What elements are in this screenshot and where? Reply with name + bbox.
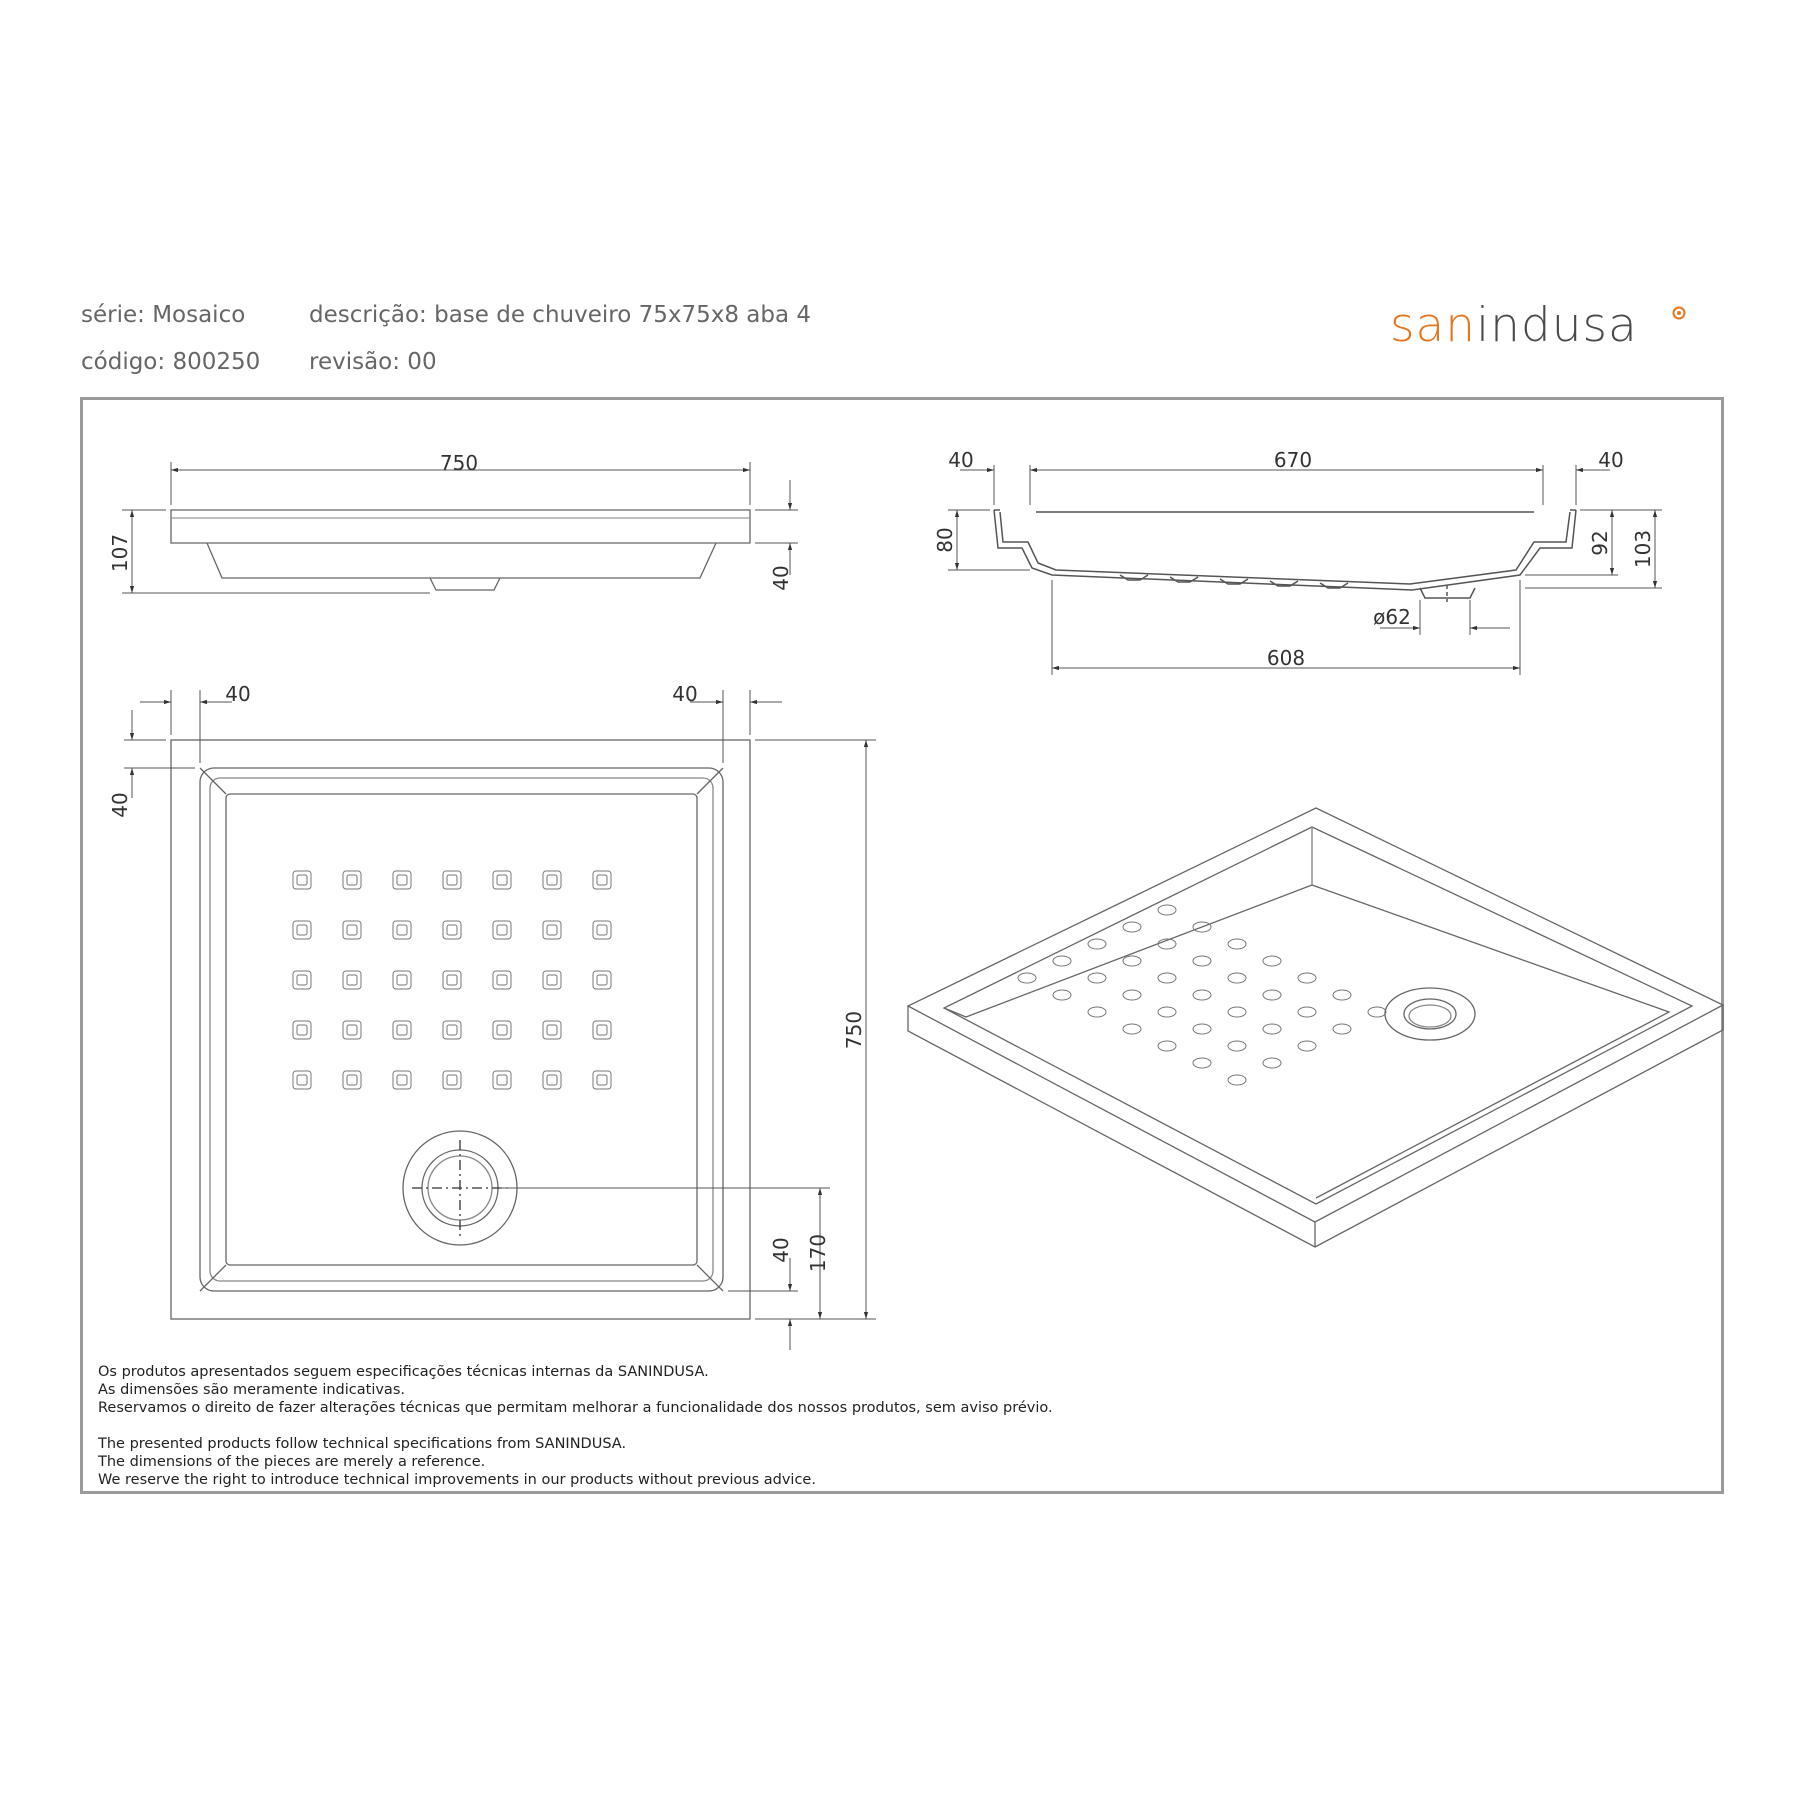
iso-anti-slip-pad xyxy=(1263,1024,1281,1034)
anti-slip-pad xyxy=(393,971,411,989)
anti-slip-pad xyxy=(343,1071,361,1089)
dim-plan-top: 40 xyxy=(108,792,132,818)
iso-anti-slip-pad xyxy=(1228,1041,1246,1051)
dim-section-drain: ø62 xyxy=(1373,605,1411,629)
anti-slip-pad xyxy=(543,921,561,939)
anti-slip-pad-inner xyxy=(297,875,307,885)
anti-slip-pad-inner xyxy=(497,1075,507,1085)
dim-section-mid: 670 xyxy=(1273,448,1313,472)
anti-slip-pad xyxy=(593,1021,611,1039)
isometric-drain xyxy=(1385,988,1475,1040)
iso-anti-slip-pad xyxy=(1193,956,1211,966)
dim-plan-height: 750 xyxy=(842,1010,866,1050)
plan-drain xyxy=(403,1131,517,1245)
anti-slip-pad-inner xyxy=(447,875,457,885)
logo-part-san: san xyxy=(1390,298,1477,353)
anti-slip-pad-inner xyxy=(447,925,457,935)
iso-anti-slip-pad xyxy=(1263,1058,1281,1068)
note-pt-2: As dimensões são meramente indicativas. xyxy=(98,1382,405,1398)
iso-anti-slip-pad xyxy=(1158,1007,1176,1017)
iso-anti-slip-pad xyxy=(1333,1024,1351,1034)
plan-anti-slip-grid xyxy=(293,871,611,1089)
note-pt-3: Reservamos o direito de fazer alterações técnicas que permitam melhorar a funcionalidade dos nossos produtos, sem aviso prévio. xyxy=(98,1400,1053,1416)
descricao-label: descrição: base de chuveiro 75x75x8 aba 4 xyxy=(309,302,812,328)
iso-anti-slip-pad xyxy=(1088,1007,1106,1017)
anti-slip-pad xyxy=(343,921,361,939)
anti-slip-pad xyxy=(393,921,411,939)
dim-plan-right: 40 xyxy=(672,682,698,706)
isometric-anti-slip-grid xyxy=(1018,905,1386,1085)
iso-anti-slip-pad xyxy=(1228,1075,1246,1085)
anti-slip-pad-inner xyxy=(297,925,307,935)
dim-section-right: 40 xyxy=(1598,448,1624,472)
anti-slip-pad-inner xyxy=(347,975,357,985)
iso-anti-slip-pad xyxy=(1228,1007,1246,1017)
anti-slip-pad-inner xyxy=(547,975,557,985)
anti-slip-pad-inner xyxy=(497,975,507,985)
anti-slip-pad-inner xyxy=(397,975,407,985)
anti-slip-pad xyxy=(593,871,611,889)
iso-anti-slip-pad xyxy=(1263,956,1281,966)
isometric-view xyxy=(908,808,1723,1247)
anti-slip-pad xyxy=(443,1071,461,1089)
iso-anti-slip-pad xyxy=(1053,990,1071,1000)
anti-slip-pad-inner xyxy=(347,875,357,885)
dim-side-depth: 40 xyxy=(769,565,793,591)
codigo-label: código: 800250 xyxy=(81,349,261,375)
anti-slip-pad xyxy=(593,971,611,989)
anti-slip-pad-inner xyxy=(397,1075,407,1085)
serie-label: série: Mosaico xyxy=(81,302,246,328)
anti-slip-pad xyxy=(293,921,311,939)
iso-anti-slip-pad xyxy=(1193,990,1211,1000)
iso-anti-slip-pad xyxy=(1263,990,1281,1000)
anti-slip-pad-inner xyxy=(397,925,407,935)
anti-slip-pad-inner xyxy=(497,875,507,885)
anti-slip-pad-inner xyxy=(297,1025,307,1035)
anti-slip-pad-inner xyxy=(547,1075,557,1085)
anti-slip-pad-inner xyxy=(397,1025,407,1035)
anti-slip-pad xyxy=(343,871,361,889)
iso-anti-slip-pad xyxy=(1123,922,1141,932)
anti-slip-pad xyxy=(543,1021,561,1039)
anti-slip-pad-inner xyxy=(297,975,307,985)
anti-slip-pad-inner xyxy=(597,1075,607,1085)
anti-slip-pad xyxy=(443,921,461,939)
anti-slip-pad-inner xyxy=(547,875,557,885)
iso-anti-slip-pad xyxy=(1298,1007,1316,1017)
iso-anti-slip-pad xyxy=(1228,973,1246,983)
anti-slip-pad xyxy=(343,971,361,989)
anti-slip-pad xyxy=(343,1021,361,1039)
anti-slip-pad-inner xyxy=(597,1025,607,1035)
dim-side-height: 107 xyxy=(108,533,132,573)
iso-anti-slip-pad xyxy=(1158,1041,1176,1051)
anti-slip-pad xyxy=(293,971,311,989)
anti-slip-pad-inner xyxy=(597,975,607,985)
anti-slip-pad xyxy=(593,1071,611,1089)
iso-anti-slip-pad xyxy=(1088,973,1106,983)
side-view-dimensions xyxy=(122,462,798,593)
iso-anti-slip-pad xyxy=(1298,973,1316,983)
iso-anti-slip-pad xyxy=(1193,1024,1211,1034)
anti-slip-pad xyxy=(443,971,461,989)
anti-slip-pad-inner xyxy=(347,1025,357,1035)
anti-slip-pad-inner xyxy=(347,925,357,935)
anti-slip-pad-inner xyxy=(447,1025,457,1035)
note-en-2: The dimensions of the pieces are merely a reference. xyxy=(98,1454,486,1470)
dim-side-width: 750 xyxy=(439,451,479,475)
anti-slip-pad xyxy=(543,871,561,889)
iso-anti-slip-pad xyxy=(1123,1024,1141,1034)
iso-anti-slip-pad xyxy=(1333,990,1351,1000)
dim-section-left: 40 xyxy=(948,448,974,472)
anti-slip-pad-inner xyxy=(447,975,457,985)
iso-anti-slip-pad xyxy=(1158,973,1176,983)
anti-slip-pad-inner xyxy=(497,1025,507,1035)
anti-slip-pad-inner xyxy=(597,875,607,885)
anti-slip-pad xyxy=(293,871,311,889)
anti-slip-pad-inner xyxy=(447,1075,457,1085)
anti-slip-pad xyxy=(493,971,511,989)
dim-plan-drain-40: 40 xyxy=(769,1237,793,1263)
iso-anti-slip-pad xyxy=(1018,973,1036,983)
iso-anti-slip-pad xyxy=(1053,956,1071,966)
iso-anti-slip-pad xyxy=(1228,939,1246,949)
anti-slip-pad-inner xyxy=(597,925,607,935)
iso-anti-slip-pad xyxy=(1158,905,1176,915)
revisao-label: revisão: 00 xyxy=(309,349,437,375)
anti-slip-pad-inner xyxy=(347,1075,357,1085)
iso-anti-slip-pad xyxy=(1088,939,1106,949)
anti-slip-pad xyxy=(393,1021,411,1039)
anti-slip-pad-inner xyxy=(397,875,407,885)
side-view xyxy=(171,510,750,590)
anti-slip-pad-inner xyxy=(497,925,507,935)
note-pt-1: Os produtos apresentados seguem especificações técnicas internas da SANINDUSA. xyxy=(98,1364,709,1380)
dim-plan-left: 40 xyxy=(225,682,251,706)
iso-anti-slip-pad xyxy=(1123,990,1141,1000)
iso-anti-slip-pad xyxy=(1123,956,1141,966)
anti-slip-pad-inner xyxy=(297,1075,307,1085)
anti-slip-pad xyxy=(393,1071,411,1089)
dim-section-80: 80 xyxy=(933,527,957,553)
anti-slip-pad xyxy=(393,871,411,889)
anti-slip-pad xyxy=(493,871,511,889)
anti-slip-pad xyxy=(443,871,461,889)
dim-section-bottom: 608 xyxy=(1266,646,1306,670)
logo-part-indusa: indusa xyxy=(1476,298,1638,353)
iso-anti-slip-pad xyxy=(1368,1007,1386,1017)
anti-slip-pad xyxy=(493,1021,511,1039)
anti-slip-pad xyxy=(293,1021,311,1039)
anti-slip-pad xyxy=(543,971,561,989)
dim-section-92: 92 xyxy=(1588,530,1612,556)
anti-slip-pad xyxy=(593,921,611,939)
anti-slip-pad xyxy=(293,1071,311,1089)
note-en-3: We reserve the right to introduce technical improvements in our products without previous advice. xyxy=(98,1472,816,1488)
anti-slip-pad xyxy=(493,1071,511,1089)
anti-slip-pad xyxy=(443,1021,461,1039)
section-view xyxy=(994,510,1576,602)
dim-section-103: 103 xyxy=(1631,529,1655,569)
anti-slip-pad xyxy=(493,921,511,939)
anti-slip-pad-inner xyxy=(547,925,557,935)
dim-plan-drain-170: 170 xyxy=(806,1233,830,1273)
iso-anti-slip-pad xyxy=(1193,1058,1211,1068)
iso-anti-slip-pad xyxy=(1298,1041,1316,1051)
anti-slip-pad xyxy=(543,1071,561,1089)
anti-slip-pad-inner xyxy=(547,1025,557,1035)
plan-view-dimensions xyxy=(124,690,876,1350)
note-en-1: The presented products follow technical specifications from SANINDUSA. xyxy=(98,1436,627,1452)
